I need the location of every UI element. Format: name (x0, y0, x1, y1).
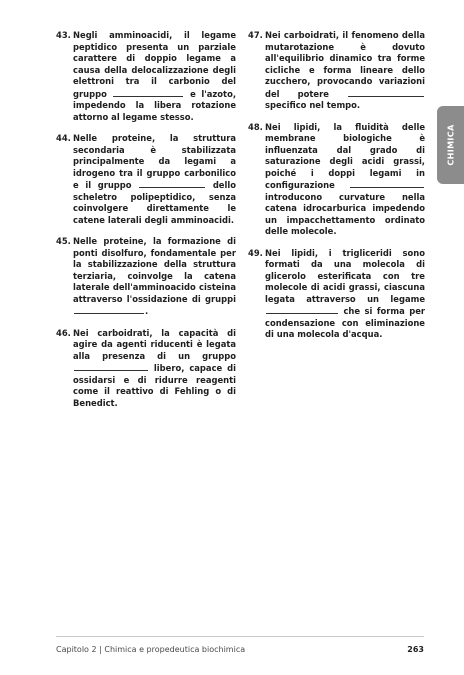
question-number: 46. (56, 327, 71, 338)
question-text: Negli amminoacidi, il legame peptidico presenta un parziale carattere di doppio legame a causa della delocalizzazione degli elettroni tra il carbonio del gruppo (73, 30, 236, 99)
question-text-continued: dello scheletro polipeptidico, senza coinvolgere direttamente le catene laterali degli amminoacidi. (73, 180, 236, 225)
answer-blank[interactable] (74, 305, 144, 314)
question-text: Nei lipidi, i trigliceridi sono formati da una molecola di glicerolo esterificata con tre molecole di acidi grassi, ciascuna legata attraverso un legame (265, 247, 425, 304)
question-text-continued: libero, capace di ossidarsi e di ridurre reagenti come il reattivo di Fehling o di Benedict. (73, 363, 236, 408)
question-number: 43. (56, 30, 71, 40)
question-text-continued: specifico nel tempo. (265, 100, 361, 110)
page-number: 263 (407, 645, 424, 654)
question-number: 48. (248, 121, 263, 132)
question-48 (248, 122, 425, 238)
footer-chapter-title: Capitolo 2 | Chimica e propedeutica biochimica (56, 645, 246, 654)
answer-blank[interactable] (348, 88, 424, 97)
question-text: Nei carboidrati, la capacità di agire da agenti riducenti è legata alla presenza di un gruppo (73, 327, 236, 361)
answer-blank[interactable] (350, 179, 424, 188)
question-number: 47. (248, 30, 263, 40)
answer-blank[interactable] (74, 362, 148, 371)
question-45 (56, 236, 236, 318)
left-column (56, 30, 236, 419)
question-text: Nelle proteine, la formazione di ponti disolfuro, fondamentale per la stabilizzazione della struttura terziaria, coinvolge la catena laterale dell'amminoacido cisteina attraverso l'ossidazione di gruppi (73, 236, 236, 304)
answer-blank[interactable] (266, 305, 338, 314)
question-46 (56, 328, 236, 410)
question-number: 45. (56, 236, 71, 246)
question-49 (248, 248, 425, 341)
question-43 (56, 30, 236, 123)
question-text-continued: che si forma per condensazione con eliminazione di una molecola d'acqua. (265, 306, 426, 339)
question-text: Nei lipidi, la fluidità delle membrane biologiche è influenzata dal grado di saturazione degli acidi grassi, poiché i doppi legami in configurazione (265, 121, 425, 190)
question-number: 49. (248, 247, 263, 258)
footer-divider (56, 636, 424, 637)
right-column (248, 30, 425, 351)
question-44 (56, 133, 236, 226)
answer-blank[interactable] (139, 179, 205, 188)
question-text: Nei carboidrati, il fenomeno della mutarotazione è dovuto all'equilibrio dinamico tra forme cicliche e forma lineare dello zucchero, provocando variazioni del potere (265, 30, 425, 99)
side-tab-label: CHIMICA (446, 124, 455, 166)
answer-blank[interactable] (113, 88, 183, 97)
question-text-continued: e l'azoto, impedendo la libera rotazione attorno al legame stesso. (73, 88, 236, 122)
chapter-side-tab (437, 106, 464, 184)
question-number: 44. (56, 133, 71, 143)
question-47 (248, 30, 425, 112)
question-text-continued: introducono curvature nella catena idrocarburica impedendo un impacchettamento ordinato delle molecole. (265, 191, 425, 236)
question-text-continued: . (145, 306, 149, 316)
question-text: Nelle proteine, la struttura secondaria è stabilizzata principalmente da legami a idrogeno tra il gruppo carbonilico e il gruppo (73, 133, 236, 190)
